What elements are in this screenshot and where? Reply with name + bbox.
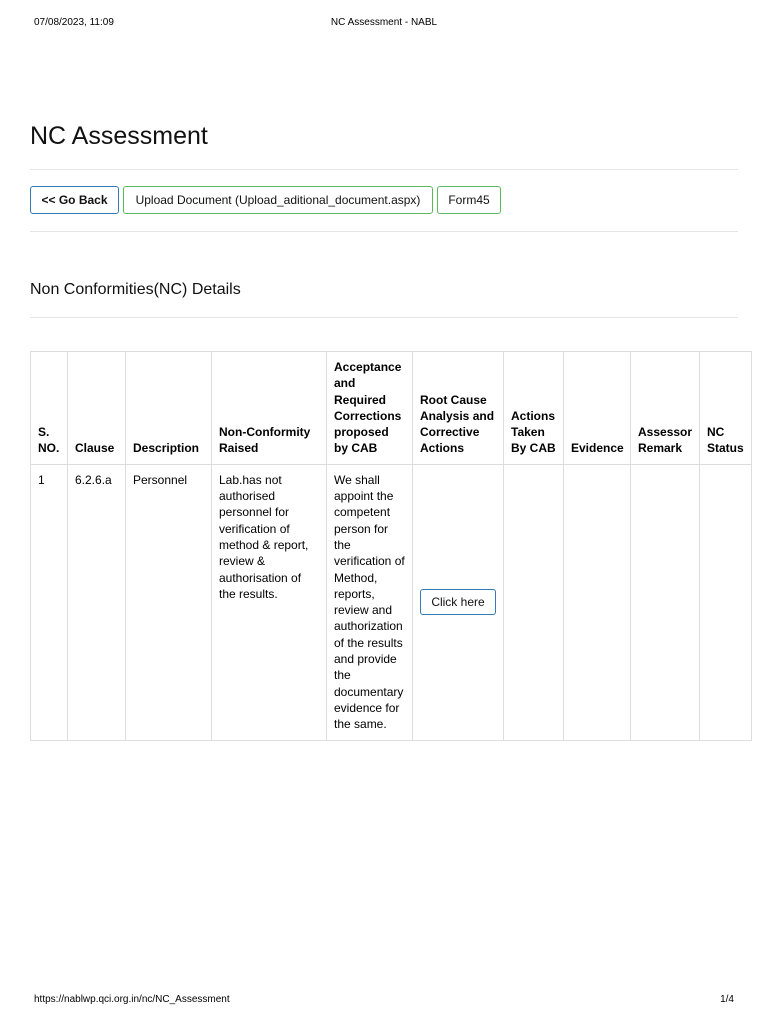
section-title: Non Conformities(NC) Details bbox=[30, 281, 241, 298]
cell-root-cause bbox=[413, 464, 504, 740]
cell-actions-taken bbox=[504, 464, 564, 740]
upload-document-button[interactable]: Upload Document (Upload_aditional_document.aspx) bbox=[123, 186, 433, 214]
divider bbox=[30, 317, 738, 318]
table-row bbox=[31, 464, 752, 740]
root-cause-click-here-button[interactable]: Click here bbox=[420, 589, 495, 615]
print-url: https://nablwp.qci.org.in/nc/NC_Assessment bbox=[34, 994, 230, 1005]
col-header-actions-taken: Actions Taken By CAB bbox=[504, 352, 564, 465]
cell-sno: 1 bbox=[31, 464, 68, 740]
col-header-assessor-remark: Assessor Remark bbox=[631, 352, 700, 465]
col-header-nc-status: NC Status bbox=[700, 352, 752, 465]
cell-acceptance: We shall appoint the competent person for the verification of Method, reports, review and authorization of the results and provide the documentary evidence for the same. bbox=[327, 464, 413, 740]
print-footer bbox=[34, 994, 734, 1006]
col-header-sno: S. NO. bbox=[31, 352, 68, 465]
nc-details-table bbox=[30, 351, 752, 741]
go-back-button[interactable]: << Go Back bbox=[30, 186, 119, 214]
page-title: NC Assessment bbox=[30, 122, 208, 150]
print-header bbox=[34, 17, 734, 29]
col-header-acceptance: Acceptance and Required Corrections proposed by CAB bbox=[327, 352, 413, 465]
divider bbox=[30, 169, 738, 170]
cell-description: Personnel bbox=[126, 464, 212, 740]
col-header-root-cause: Root Cause Analysis and Corrective Actions bbox=[413, 352, 504, 465]
table-header-row bbox=[31, 352, 752, 465]
cell-assessor-remark bbox=[631, 464, 700, 740]
col-header-clause: Clause bbox=[68, 352, 126, 465]
print-page-number: 1/4 bbox=[720, 994, 734, 1005]
form45-button[interactable]: Form45 bbox=[437, 186, 501, 214]
cell-nc-raised: Lab.has not authorised personnel for verification of method & report, review & authorisation of the results. bbox=[212, 464, 327, 740]
cell-nc-status bbox=[700, 464, 752, 740]
col-header-evidence: Evidence bbox=[564, 352, 631, 465]
cell-evidence bbox=[564, 464, 631, 740]
cell-clause: 6.2.6.a bbox=[68, 464, 126, 740]
divider bbox=[30, 231, 738, 232]
col-header-description: Description bbox=[126, 352, 212, 465]
print-datetime: 07/08/2023, 11:09 bbox=[34, 17, 114, 28]
col-header-nc-raised: Non-Conformity Raised bbox=[212, 352, 327, 465]
print-doc-title: NC Assessment - NABL bbox=[330, 17, 438, 28]
